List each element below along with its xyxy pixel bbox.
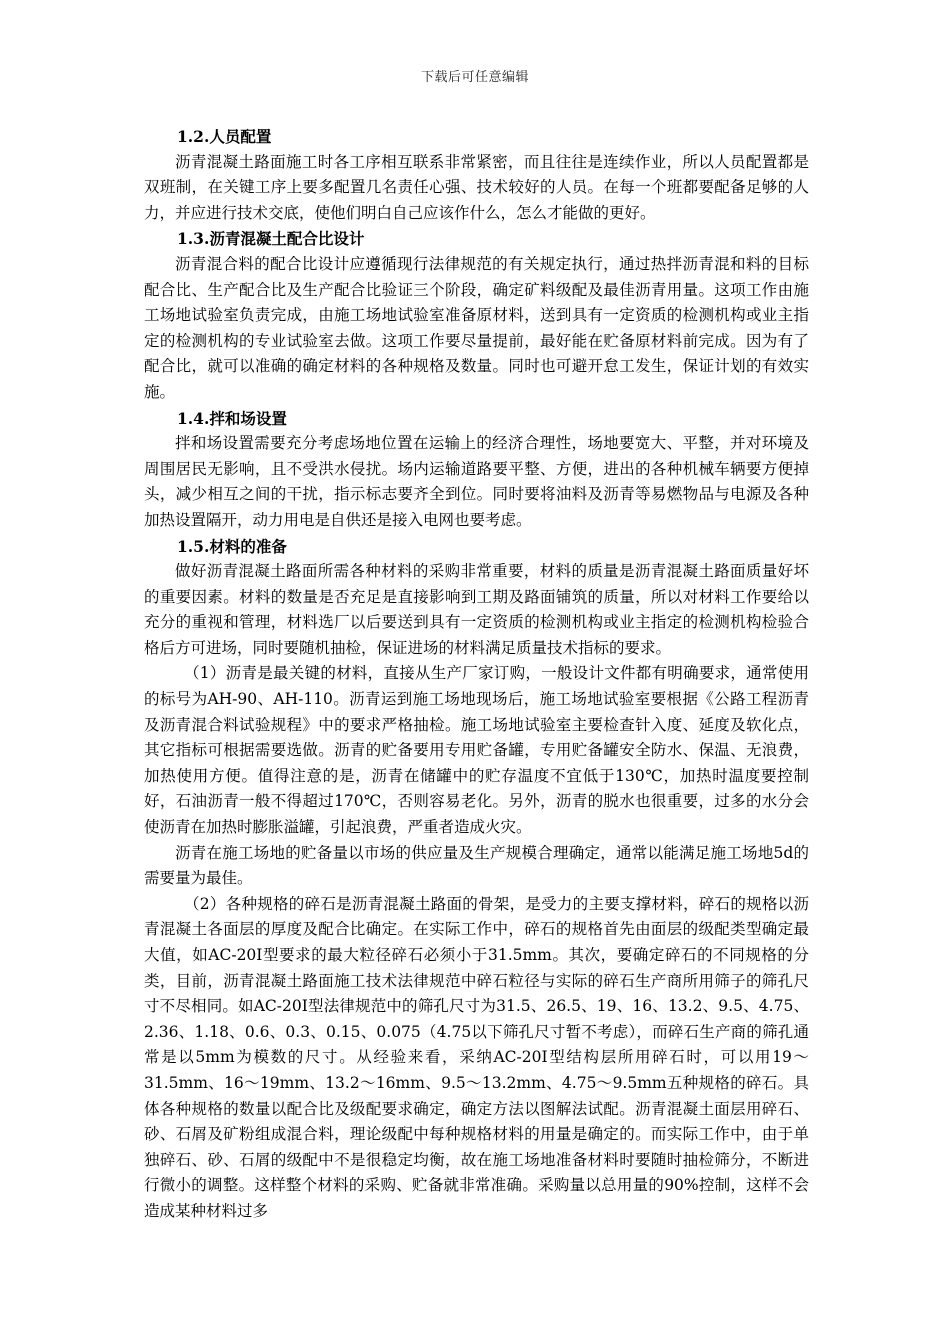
paragraph: 沥青在施工场地的贮备量以市场的供应量及生产规模合理确定，通常以能满足施工场地5d的需要量为最佳。 xyxy=(144,843,809,888)
page-header: 下载后可任意编辑 xyxy=(420,70,529,85)
section-heading: 1.2.人员配置 xyxy=(177,127,272,146)
section-heading: 1.5.材料的准备 xyxy=(177,536,287,556)
list-item-gravel: （2）各种规格的碎石是沥青混凝土路面的骨架，是受力的主要支撑材料，碎石的规格以沥青混凝土各面层的厚度及配合比确定。在实际工作中，碎石的规格首先由面层的级配类型确定最大值，如AC-20I型要求的最大粒径碎石必须小于31.5mm。其次，要确定碎石的不同规格的分类，目前，沥青混凝土路面施工技术法律规范中碎石粒径与实际的碎石生产商所用筛子的筛孔尺寸不尽相同。如AC-20I型法律规范中的筛孔尺寸为31.5、26.5、19、16、13.2、9.5、4.75、2.36、1.18、0.6、0.3、0.15、0.075（4.75以下筛孔尺寸暂不考虑），而碎石生产商的筛孔通常是以5mm为模数的尺寸。从经验来看，采纳AC-20I型结构层所用碎石时，可以用19～31.5mm、16～19mm、13.2～16mm、9.5～13.2mm、4.75～9.5mm五种规格的碎石。具体各种规格的数量以配合比及级配要求确定，确定方法以图解法试配。沥青混凝土面层用碎石、砂、石屑及矿粉组成混合料，理论级配中每种规格材料的用量是确定的。而实际工作中，由于单独碎石、砂、石屑的级配中不是很稳定均衡，故在施工场地准备材料时要随时抽检筛分，不断进行微小的调整。这样整个材料的采购、贮备就非常准确。采购量以总用量的90%控制，这样不会造成某种材料过多 xyxy=(144,894,809,1220)
list-item-asphalt: （1）沥青是最关键的材料，直接从生产厂家订购，一般设计文件都有明确要求，通常使用的标号为AH-90、AH-110。沥青运到施工场地现场后，施工场地试验室要根据《公路工程沥青及沥青混合料试验规程》中的要求严格抽检。施工场地试验室主要检查针入度、延度及软化点，其它指标可根据需要选做。沥青的贮备要用专用贮备罐，专用贮备罐安全防水、保温、无浪费，加热使用方便。值得注意的是，沥青在储罐中的贮存温度不宜低于130℃，加热时温度要控制好，石油沥青一般不得超过170℃，否则容易老化。另外，沥青的脱水也很重要，过多的水分会使沥青在加热时膨胀溢罐，引起浪费，严重者造成火灾。 xyxy=(144,664,809,837)
section-heading: 1.4.拌和场设置 xyxy=(177,408,287,428)
paragraph: 沥青混凝土路面施工时各工序相互联系非常紧密，而且往往是连续作业，所以人员配置都是双班制，在关键工序上要多配置几名责任心强、技术较好的人员。在每一个班都要配备足够的人力，并应进行技术交底，使他们明白自己应该作什么，怎么才能做的更好。 xyxy=(144,152,809,222)
document-body xyxy=(144,124,809,1225)
section-heading: 1.3.沥青混凝土配合比设计 xyxy=(177,229,365,249)
paragraph: 拌和场设置需要充分考虑场地位置在运输上的经济合理性，场地要宽大、平整，并对环境及周围居民无影响，且不受洪水侵扰。场内运输道路要平整、方便，进出的各种机械车辆要方便掉头，减少相互之间的干扰，指示标志要齐全到位。同时要将油料及沥青等易燃物品与电源及各种加热设置隔开，动力用电是自供还是接入电网也要考虑。 xyxy=(144,434,809,529)
paragraph: 沥青混合料的配合比设计应遵循现行法律规范的有关规定执行，通过热拌沥青混和料的目标配合比、生产配合比及生产配合比验证三个阶段，确定矿料级配及最佳沥青用量。这项工作由施工场地试验室负责完成，由施工场地试验室准备原材料，送到具有一定资质的检测机构或业主指定的检测机构的专业试验室去做。这项工作要尽量提前，最好能在贮备原材料前完成。因为有了配合比，就可以准确的确定材料的各种规格及数量。同时也可避开怠工发生，保证计划的有效实施。 xyxy=(144,254,809,401)
paragraph: 做好沥青混凝土路面所需各种材料的采购非常重要，材料的质量是沥青混凝土路面质量好坏的重要因素。材料的数量是否充足是直接影响到工期及路面铺筑的质量，所以对材料工作要给以充分的重视和管理，材料选厂以后要送到具有一定资质的检测机构或业主指定的检测机构检验合格后方可进场，同时要随机抽检，保证进场的材料满足质量技术指标的要求。 xyxy=(144,562,809,657)
